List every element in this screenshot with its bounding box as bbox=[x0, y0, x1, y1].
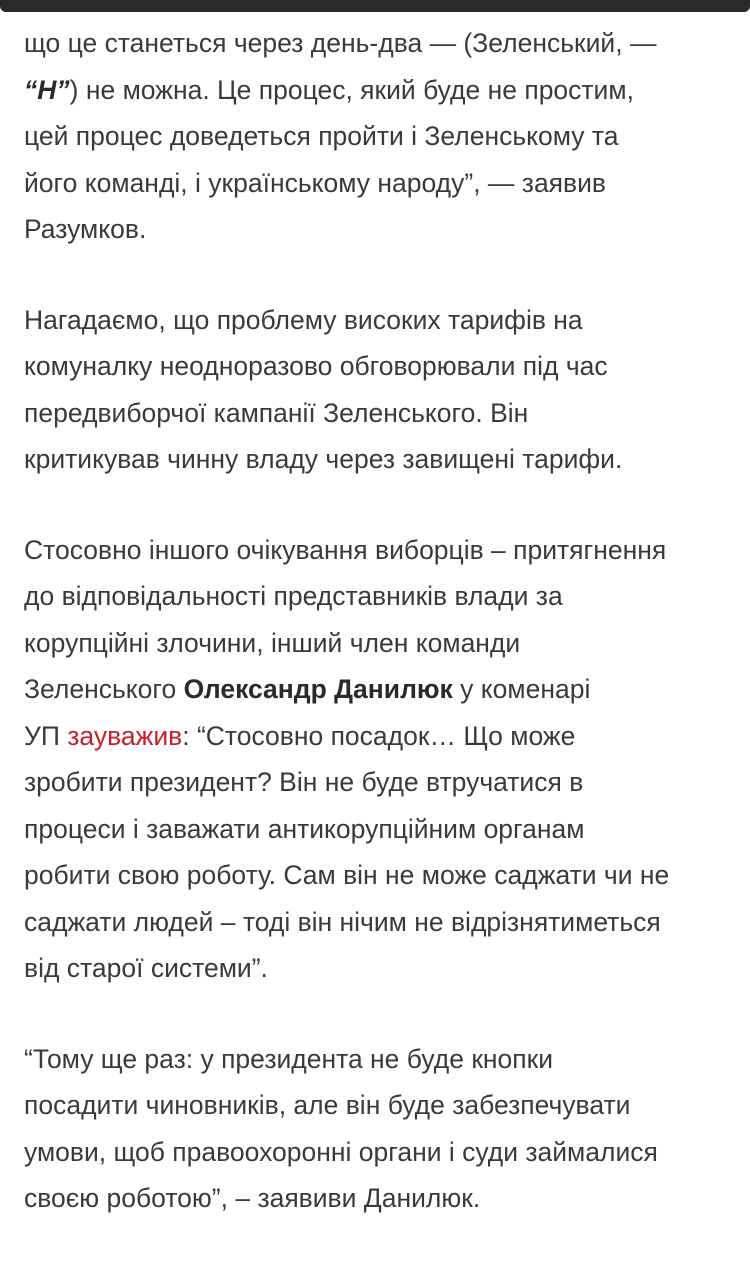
text-line: УП bbox=[24, 720, 68, 751]
bold-quote-letter: “Н” bbox=[24, 74, 70, 105]
person-name: Олександр Данилюк bbox=[183, 674, 453, 704]
text-line: “Тому ще раз: у президента не буде кнопки bbox=[24, 1043, 554, 1074]
paragraph-3 bbox=[24, 527, 730, 992]
text-line: робити свою роботу. Сам він не може саджати чи не bbox=[24, 860, 670, 890]
text-line: його команді, і українському народу”, — заявив bbox=[24, 167, 606, 198]
text-line: процеси і заважати антикорупційним органам bbox=[24, 813, 585, 844]
article-body bbox=[24, 20, 730, 1266]
paragraph-2 bbox=[24, 297, 730, 483]
text-line: передвиборчої кампанії Зеленського. Він bbox=[24, 397, 529, 428]
text-line: Нагадаємо, що проблему високих тарифів на bbox=[24, 304, 583, 335]
text-line: ) не можна. Це процес, який буде не простим, bbox=[69, 74, 634, 105]
text-line: : “Стосовно посадок… Що може bbox=[182, 720, 576, 751]
text-line: комуналку неодноразово обговорювали під час bbox=[24, 351, 608, 381]
paragraph-4 bbox=[24, 1036, 730, 1222]
source-link[interactable]: зауважив bbox=[67, 720, 183, 751]
text-line: до відповідальності представників влади за bbox=[24, 581, 563, 611]
text-line: посадити чиновників, але він буде забезпечувати bbox=[24, 1090, 631, 1120]
text-line: що це станеться через день-два — (Зеленський, — bbox=[24, 28, 657, 58]
top-bar bbox=[0, 0, 750, 12]
text-line: у коменарі bbox=[452, 674, 591, 704]
text-line: корупційні злочини, інший член команди bbox=[24, 627, 521, 658]
text-line: цей процес доведеться пройти і Зеленському та bbox=[24, 121, 619, 151]
text-line: Зеленського bbox=[24, 674, 184, 704]
text-line: умови, щоб правоохоронні органи і суди займалися bbox=[24, 1136, 658, 1167]
text-line: критикував чинну владу через завищені тарифи. bbox=[24, 444, 623, 474]
paragraph-1 bbox=[24, 20, 730, 253]
text-line: своєю роботою”, – заявиви Данилюк. bbox=[24, 1183, 481, 1213]
text-line: саджати людей – тоді він нічим не відрізнятиметься bbox=[24, 906, 661, 937]
text-line: Разумков. bbox=[24, 214, 147, 244]
text-line: зробити президент? Він не буде втручатися в bbox=[24, 767, 584, 797]
text-line: Стосовно іншого очікування виборців – притягнення bbox=[24, 534, 667, 565]
text-line: від старої системи”. bbox=[24, 953, 268, 983]
